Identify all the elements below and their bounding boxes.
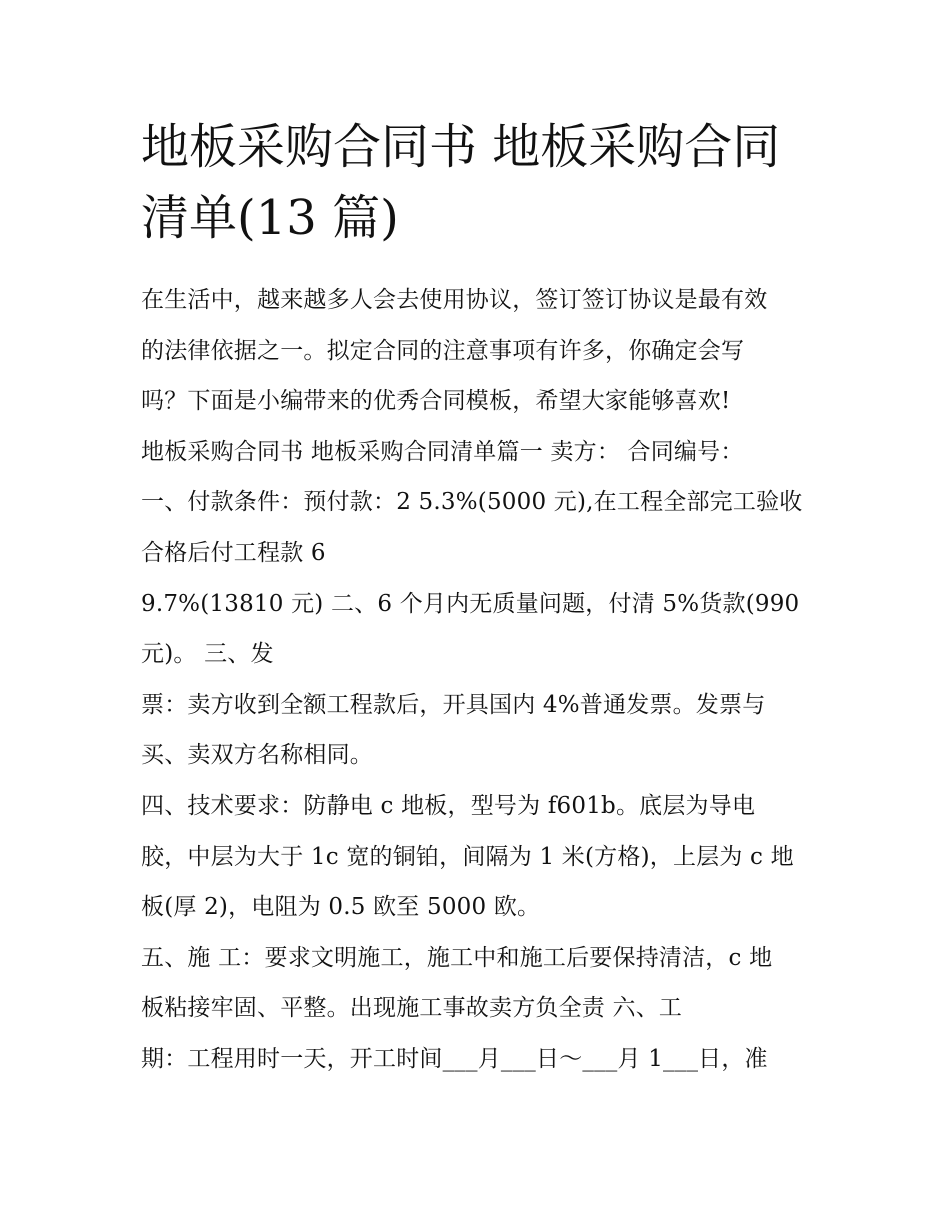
paragraph-line: 合格后付工程款 6 — [141, 540, 326, 566]
paragraph-line: 期：工程用时一天，开工时间___月___日～___月 1___日，准 — [141, 1046, 768, 1072]
paragraph-line: 板粘接牢固、平整。出现施工事故卖方负全责 六、工 — [141, 995, 683, 1021]
paragraph-line: 板(厚 2)，电阻为 0.5 欧至 5000 欧。 — [141, 894, 541, 920]
paragraph-line: 在生活中，越来越多人会去使用协议，签订签订协议是最有效 — [141, 287, 768, 313]
paragraph-line: 五、施 工：要求文明施工，施工中和施工后要保持清洁，c 地 — [141, 945, 773, 971]
document-title — [141, 112, 821, 254]
paragraph-line: 元)。 三、发 — [141, 641, 274, 667]
paragraph-line: 吗？下面是小编带来的优秀合同模板，希望大家能够喜欢! — [141, 388, 731, 414]
paragraph-line: 买、卖双方名称相同。 — [141, 742, 373, 768]
title-line-1: 地板采购合同书 地板采购合同 — [141, 119, 781, 175]
paragraph-line: 9.7%(13810 元) 二、6 个月内无质量问题，付清 5%货款(990 — [141, 591, 800, 617]
paragraph-line: 胶，中层为大于 1c 宽的铜铂，间隔为 1 米(方格)，上层为 c 地 — [141, 844, 794, 870]
paragraph-line: 的法律依据之一。拟定合同的注意事项有许多，你确定会写 — [141, 338, 745, 364]
paragraph-line: 四、技术要求：防静电 c 地板，型号为 f601b。底层为导电 — [141, 793, 756, 819]
paragraph-line: 地板采购合同书 地板采购合同清单篇一 卖方： 合同编号： — [141, 439, 744, 465]
paragraph-line: 一、付款条件：预付款：2 5.3%(5000 元),在工程全部完工验收 — [141, 489, 803, 515]
paragraph-line: 票：卖方收到全额工程款后，开具国内 4%普通发票。发票与 — [141, 692, 766, 718]
title-line-2: 清单(13 篇) — [141, 190, 399, 246]
